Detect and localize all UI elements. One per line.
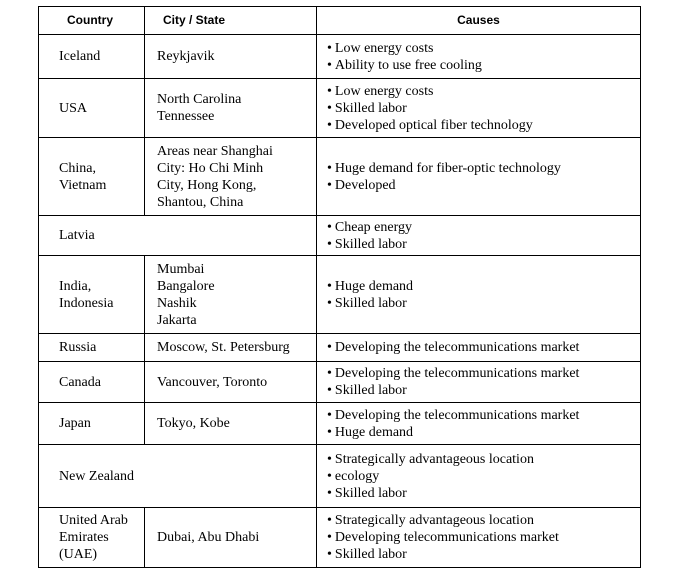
cause-item: • Developing the telecommunications market [327, 407, 640, 424]
country-cell [39, 508, 145, 568]
causes-cell [317, 403, 641, 445]
causes-cell [317, 362, 641, 403]
causes-cell [317, 508, 641, 568]
country-cell [39, 216, 317, 256]
data-centers-table [38, 6, 641, 568]
table-row [39, 256, 641, 334]
country-cell [39, 256, 145, 334]
cause-item: • Huge demand [327, 424, 640, 441]
cause-item: • Low energy costs [327, 40, 640, 57]
city-cell: North Carolina Tennessee [145, 79, 317, 138]
causes-list [327, 365, 640, 399]
causes-list [327, 219, 640, 253]
city-cell: Areas near Shanghai City: Ho Chi Minh City, Hong Kong, Shantou, China [145, 138, 317, 216]
header-country: Country [39, 7, 145, 35]
table-row [39, 508, 641, 568]
causes-cell [317, 216, 641, 256]
cause-item: • Skilled labor [327, 485, 640, 502]
causes-cell [317, 79, 641, 138]
cause-item: • Developed optical fiber technology [327, 117, 640, 134]
causes-list [327, 160, 640, 194]
country-name: India, Indonesia [59, 278, 114, 311]
cause-item: • Developing telecommunications market [327, 529, 640, 546]
header-row [39, 7, 641, 35]
table-row [39, 362, 641, 403]
country-name: Russia [59, 340, 97, 355]
country-cell [39, 138, 145, 216]
cause-item: • Strategically advantageous location [327, 512, 640, 529]
country-cell [39, 362, 145, 403]
city-cell: Moscow, St. Petersburg [145, 334, 317, 362]
cause-item: • Cheap energy [327, 219, 640, 236]
cause-item: • Developing the telecommunications market [327, 365, 640, 382]
country-name: Iceland [59, 49, 101, 64]
causes-list [327, 83, 640, 134]
table-body [39, 35, 641, 568]
cause-item: • Developed [327, 177, 640, 194]
causes-list [327, 339, 640, 356]
cause-item: • ecology [327, 468, 640, 485]
table-row [39, 445, 641, 508]
city-cell: Mumbai Bangalore Nashik Jakarta [145, 256, 317, 334]
city-cell: Vancouver, Toronto [145, 362, 317, 403]
country-cell [39, 35, 145, 79]
country-cell [39, 334, 145, 362]
city-cell: Reykjavik [145, 35, 317, 79]
cause-item: • Skilled labor [327, 295, 640, 312]
cause-item: • Skilled labor [327, 382, 640, 399]
causes-list [327, 407, 640, 441]
country-name: Japan [59, 416, 91, 431]
header-causes: Causes [317, 7, 641, 35]
cause-item: • Huge demand for fiber-optic technology [327, 160, 640, 177]
country-name: China, Vietnam [59, 160, 107, 193]
causes-list [327, 278, 640, 312]
country-cell [39, 445, 317, 508]
cause-item: • Skilled labor [327, 546, 640, 563]
causes-cell [317, 138, 641, 216]
header-city: City / State [145, 7, 317, 35]
city-cell: Dubai, Abu Dhabi [145, 508, 317, 568]
table-row [39, 334, 641, 362]
country-name: USA [59, 100, 88, 116]
country-cell [39, 79, 145, 138]
causes-cell [317, 334, 641, 362]
table-row [39, 138, 641, 216]
country-name: New Zealand [59, 468, 135, 484]
cause-item: • Ability to use free cooling [327, 57, 640, 74]
country-name: United Arab Emirates (UAE) [59, 513, 128, 562]
causes-cell [317, 256, 641, 334]
table-row [39, 79, 641, 138]
cause-item: • Skilled labor [327, 236, 640, 253]
country-cell [39, 403, 145, 445]
table-row [39, 403, 641, 445]
cause-item: • Huge demand [327, 278, 640, 295]
cause-item: • Low energy costs [327, 83, 640, 100]
table-row [39, 216, 641, 256]
country-name: Canada [59, 374, 101, 390]
cause-item: • Skilled labor [327, 100, 640, 117]
causes-cell [317, 35, 641, 79]
cause-item: • Developing the telecommunications market [327, 339, 640, 356]
country-name: Latvia [59, 228, 95, 243]
causes-list [327, 451, 640, 502]
causes-list [327, 512, 640, 563]
causes-cell [317, 445, 641, 508]
causes-list [327, 40, 640, 74]
cause-item: • Strategically advantageous location [327, 451, 640, 468]
table-row [39, 35, 641, 79]
city-cell: Tokyo, Kobe [145, 403, 317, 445]
